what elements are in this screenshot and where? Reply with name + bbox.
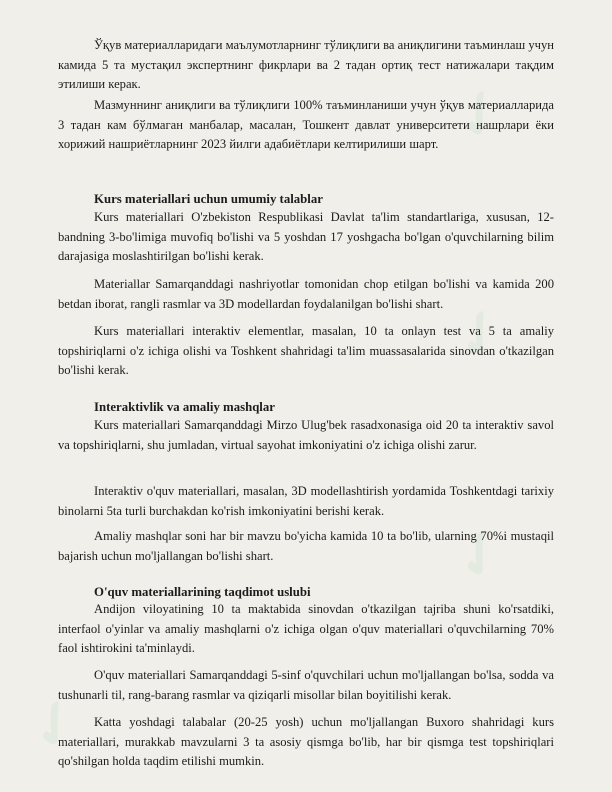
paragraph: Kurs materiallari O'zbekiston Respublikasi Davlat ta'lim standartlariga, xususan, 12-bandning 3-bo'limiga muvofiq bo'lishi va 5 yoshdan 17 yoshgacha bo'lgan o'quvchilarning bilim darajasiga moslashtirilgan bo'lishi kerak. — [58, 210, 554, 264]
paragraph: Мазмуннинг аниқлиги ва тўлиқлиги 100% таъминланиши учун ўқув материалларида 3 тадан кам бўлмаган манбалар, масалан, Тошкент давлат университети нашрлари ёки хорижий нашриётларнинг 2023 йилги адабиётлари келтирилиши шарт. — [58, 98, 554, 152]
watermark: ✓ — [440, 292, 520, 377]
paragraph: O'quv materiallari Samarqanddagi 5-sinf o'quvchilari uchun mo'ljallangan bo'lsa, sodda va tushunarli til, rang-barang rasmlar va qiziqarli misollar bilan boyitilishi kerak. — [58, 668, 554, 702]
section-heading: Kurs materiallari uchun umumiy talablar — [94, 192, 323, 206]
watermark: ✓ — [440, 72, 520, 157]
paragraph: Amaliy mashqlar soni har bir mavzu bo'yicha kamida 10 ta bo'lib, ularning 70%i mustaqil bajarish uchun mo'ljallangan bo'lishi shart. — [58, 529, 554, 563]
watermark: ✓ — [15, 682, 95, 767]
paragraph: Interaktiv o'quv materiallari, masalan, 3D modellashtirish yordamida Toshkentdagi tarixiy binolarni 5ta turli burchakdan ko'rish imkoniyatini berishi kerak. — [58, 484, 554, 518]
paragraph: Materiallar Samarqanddagi nashriyotlar tomonidan chop etilgan bo'lishi va kamida 200 betdan iborat, rangli rasmlar va 3D modellardan foydalanilgan bo'lishi shart. — [58, 277, 554, 311]
paragraph: Kurs materiallari interaktiv elementlar, masalan, 10 ta onlayn test va 5 ta amaliy topshiriqlarni o'z ichiga olishi va Toshkent shahridagi ta'lim muassasalarida sinovdan o'tkazilgan bo'lishi kerak. — [58, 324, 554, 378]
watermark: ✓ — [440, 512, 520, 597]
paragraph: Kurs materiallari Samarqanddagi Mirzo Ulug'bek rasadxonasiga oid 20 ta interaktiv savol va topshiriqlarni, shu jumladan, virtual sayohat imkoniyatini o'z ichiga olishi zarur. — [58, 418, 554, 452]
section-heading: O'quv materiallarining taqdimot uslubi — [94, 585, 311, 599]
paragraph: Andijon viloyatining 10 ta maktabida sinovdan o'tkazilgan tajriba shuni ko'rsatdiki, interfaol o'yinlar va amaliy mashqlarni o'z ichiga olgan o'quv materiallari o'quvchilarning 70% faol ishtirokini ta'minlaydi. — [58, 602, 554, 656]
paragraph: Katta yoshdagi talabalar (20-25 yosh) uchun mo'ljallangan Buxoro shahridagi kurs materiallari, murakkab mavzularni 3 ta asosiy qismga bo'lib, har bir qismga test topshiriqlari qo'shilgan holda taqdim etilishi mumkin. — [58, 715, 554, 769]
section-heading: Interaktivlik va amaliy mashqlar — [94, 400, 275, 414]
paragraph: Ўқув материалларидаги маълумотларнинг тўлиқлиги ва аниқлигини таъминлаш учун камида 5 та мустақил экспертнинг фикрлари ва 2 тадан ортиқ тест натижалари тақдим этилиши керак. — [58, 38, 554, 92]
